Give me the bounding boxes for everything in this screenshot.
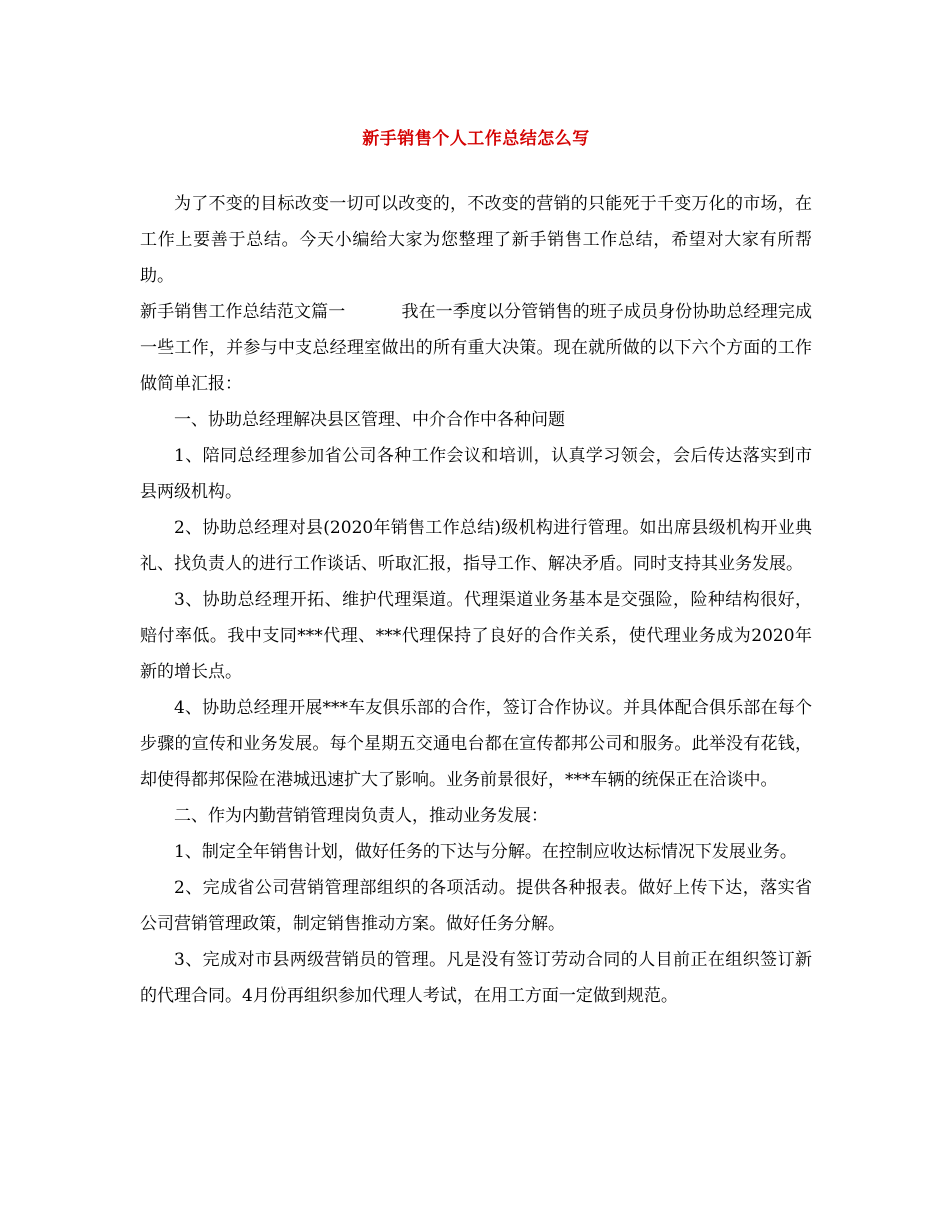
section-paragraph [140, 294, 812, 402]
paragraph-heading-2: 二、作为内勤营销管理岗负责人，推动业务发展： [174, 806, 548, 826]
document-body [140, 186, 812, 1014]
paragraph-item: 3、完成对市县两级营销员的管理。凡是没有签订劳动合同的人目前正在组织签订新的代理合同。4月份再组织参加代理人考试，在用工方面一定做到规范。 [140, 950, 812, 1006]
paragraph-item: 2、协助总经理对县(2020年销售工作总结)级机构进行管理。如出席县级机构开业典礼、找负责人的进行工作谈话、听取汇报，指导工作、解决矛盾。同时支持其业务发展。 [140, 518, 812, 574]
paragraph-item: 3、协助总经理开拓、维护代理渠道。代理渠道业务基本是交强险，险种结构很好，赔付率低。我中支同***代理、***代理保持了良好的合作关系，使代理业务成为2020年新的增长点。 [140, 590, 812, 682]
paragraph-item: 4、协助总经理开展***车友俱乐部的合作，签订合作协议。并具体配合俱乐部在每个步骤的宣传和业务发展。每个星期五交通电台都在宣传都邦公司和服务。此举没有花钱，却使得都邦保险在港城迅速扩大了影响。业务前景很好，***车辆的统保正在洽谈中。 [140, 698, 812, 790]
paragraph-item: 2、完成省公司营销管理部组织的各项活动。提供各种报表。做好上传下达，落实省公司营销管理政策，制定销售推动方案。做好任务分解。 [140, 878, 812, 934]
section-label: 新手销售工作总结范文篇一 [140, 302, 346, 322]
section-text: 我在一季度以分管销售的班子成员身份协助总经理完成一些工作，并参与中支总经理室做出的所有重大决策。现在就所做的以下六个方面的工作做简单汇报： [140, 302, 813, 394]
document-title: 新手销售个人工作总结怎么写 [362, 129, 590, 149]
paragraph-item: 1、陪同总经理参加省公司各种工作会议和培训，认真学习领会，会后传达落实到市县两级机构。 [140, 446, 812, 502]
paragraph-heading-1: 一、协助总经理解决县区管理、中介合作中各种问题 [174, 410, 565, 430]
paragraph-item: 1、制定全年销售计划，做好任务的下达与分解。在控制应收达标情况下发展业务。 [174, 842, 797, 862]
intro-paragraph: 为了不变的目标改变一切可以改变的，不改变的营销的只能死于千变万化的市场，在工作上要善于总结。今天小编给大家为您整理了新手销售工作总结，希望对大家有所帮助。 [140, 194, 812, 286]
